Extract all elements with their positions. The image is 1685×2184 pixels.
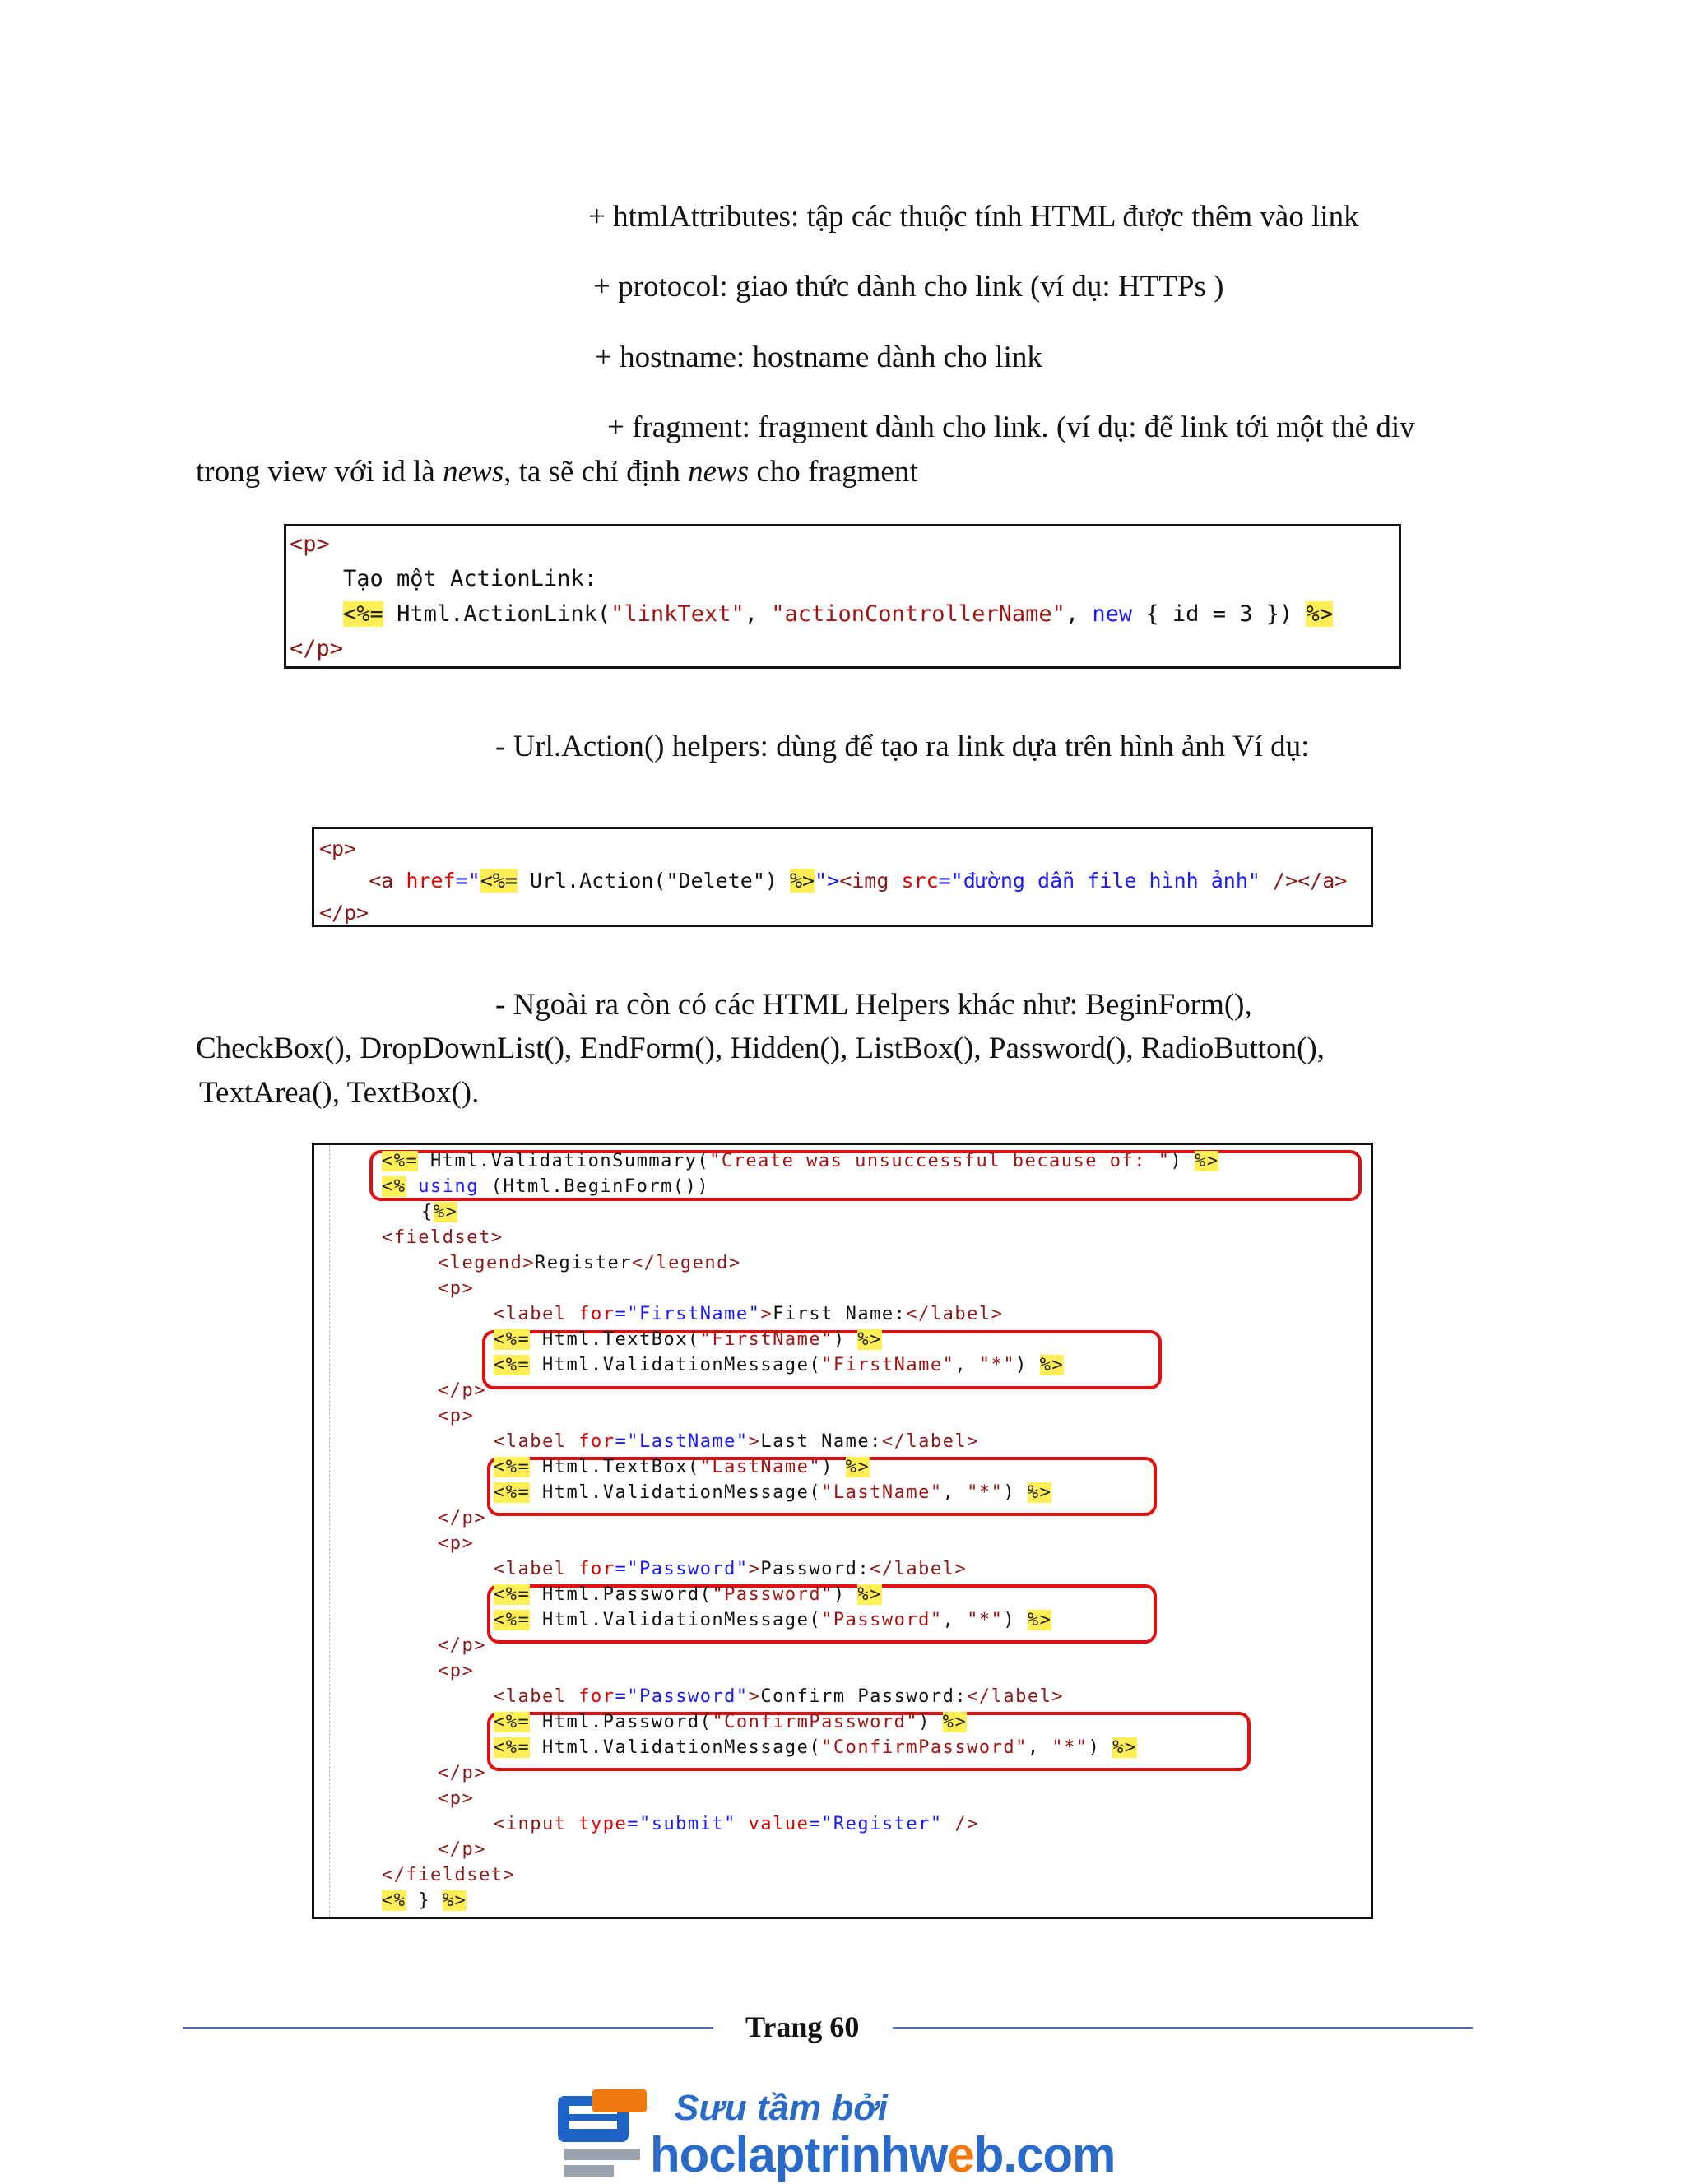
code-string: "LastName"	[699, 1457, 822, 1477]
code-attr: for	[578, 1304, 615, 1324]
asp-open-tag: <%=	[494, 1610, 531, 1630]
tag-p: <p>	[438, 1533, 475, 1554]
code-string: "*"	[967, 1610, 1004, 1630]
tag-p: <p>	[438, 1661, 475, 1681]
code-text: { id = 3 }	[1132, 601, 1279, 627]
code-attr: value	[736, 1814, 810, 1834]
code-string: ="đường dẫn file hình ảnh"	[938, 869, 1260, 893]
asp-open-tag: <%=	[343, 601, 383, 627]
code-line: <label for="LastName">Last Name:</label>	[494, 1431, 979, 1452]
code-line	[438, 1531, 474, 1556]
code-string: "FirstName"	[821, 1355, 955, 1375]
asp-open-tag: <%	[382, 1890, 406, 1911]
code-text: ,	[744, 601, 772, 627]
text-span: cho fragment	[749, 455, 918, 489]
code-string: "FirstName"	[699, 1329, 833, 1350]
code-line	[438, 1786, 474, 1811]
tag-label-close: </label>	[967, 1686, 1065, 1707]
tag-p: <p>	[290, 531, 330, 557]
code-text: Html.TextBox(	[530, 1457, 700, 1477]
code-line	[319, 865, 1347, 897]
code-line: <%= Html.Password("ConfirmPassword") %>	[494, 1712, 968, 1732]
bullet-htmlattributes: + htmlAttributes: tập các thuộc tính HTML được thêm vào link	[588, 200, 1359, 234]
code-line	[382, 1888, 467, 1913]
code-text: Html.Password(	[530, 1584, 713, 1605]
tag-p-close: </p>	[290, 636, 344, 661]
code-attr: for	[578, 1431, 615, 1452]
code-text: (Html.BeginForm())	[478, 1176, 710, 1197]
asp-open-tag: <%=	[494, 1712, 531, 1732]
tag-label: <label	[494, 1431, 579, 1452]
code-line: <label for="Password">Confirm Password:</label>	[494, 1686, 1065, 1707]
code-string: "ConfirmPassword"	[712, 1712, 919, 1732]
tag-p-close: </p>	[438, 1635, 486, 1656]
code-string: "Password"	[627, 1686, 749, 1707]
code-line	[290, 631, 343, 666]
code-line	[382, 1862, 515, 1888]
code-text: Html.TextBox(	[530, 1329, 700, 1350]
code-line	[438, 1837, 486, 1862]
code-attr: for	[578, 1686, 615, 1707]
tag-p: <p>	[438, 1406, 475, 1426]
code-line	[319, 832, 356, 865]
code-string: ="submit"	[627, 1814, 736, 1834]
code-text: =	[615, 1431, 628, 1452]
code-string: "*"	[967, 1482, 1004, 1503]
tag-p-close: </p>	[319, 901, 369, 925]
tag-label-close: </label>	[881, 1431, 979, 1452]
text-span: trong view với id là	[196, 455, 443, 489]
code-line: <%= Html.ValidationMessage("Password", "*") %>	[494, 1610, 1052, 1630]
code-string: "Password"	[821, 1610, 943, 1630]
tag-img: <img	[839, 869, 902, 893]
tag-label: <label	[494, 1559, 579, 1579]
code-line	[382, 1174, 709, 1199]
footer-rule-right	[893, 2027, 1473, 2029]
code-screenshot-urlaction	[312, 827, 1373, 927]
text-span: , ta sẽ chỉ định	[504, 455, 689, 489]
code-line: <label for="Password">Password:</label>	[494, 1559, 968, 1579]
asp-close-tag: %>	[433, 1202, 458, 1222]
code-line: <%= Html.Password("Password") %>	[494, 1584, 882, 1605]
asp-open-tag: <%=	[494, 1329, 531, 1350]
tag-input: <input	[494, 1814, 579, 1834]
other-helpers-line3: TextArea(), TextBox().	[199, 1076, 480, 1110]
code-attr: for	[578, 1559, 615, 1579]
code-screenshot-register-form	[312, 1143, 1373, 1919]
tag-close: /></a>	[1260, 869, 1348, 893]
asp-open-tag: <%=	[494, 1457, 531, 1477]
code-text: First Name:	[773, 1304, 907, 1324]
code-string: "linkText"	[610, 601, 745, 627]
site-logo	[551, 2089, 660, 2180]
asp-close-tag: %>	[1194, 1151, 1219, 1171]
asp-close-tag: %>	[857, 1329, 882, 1350]
tag-close: />	[942, 1814, 979, 1834]
tag-a: <a	[319, 869, 406, 893]
url-action-heading: - Url.Action() helpers: dùng để tạo ra link dựa trên hình ảnh Ví dụ:	[495, 730, 1310, 763]
code-string: "Create was unsuccessful because of: "	[709, 1151, 1171, 1171]
asp-open-tag: <%=	[382, 1151, 419, 1171]
code-screenshot-actionlink	[284, 524, 1401, 669]
code-line	[290, 526, 330, 562]
code-line: <%= Html.TextBox("FirstName") %>	[494, 1329, 882, 1350]
code-attr: href	[406, 869, 456, 893]
code-line	[382, 1148, 1218, 1174]
tag-fieldset-close: </fieldset>	[382, 1865, 516, 1885]
code-text: }	[406, 1890, 443, 1911]
code-line	[319, 897, 369, 927]
code-string: "FirstName"	[627, 1304, 761, 1324]
bullet-fragment: + fragment: fragment dành cho link. (ví dụ: để link tới một thẻ div	[607, 410, 1415, 444]
tag-p-close: </p>	[438, 1380, 486, 1401]
tag-legend-close: </legend>	[631, 1253, 741, 1273]
code-text: Html.ValidationMessage(	[530, 1610, 822, 1630]
code-line	[438, 1505, 486, 1531]
code-gutter	[329, 1145, 330, 1917]
code-line: <%= Html.ValidationMessage("ConfirmPassword", "*") %>	[494, 1737, 1137, 1758]
code-text: Html.ValidationMessage(	[530, 1482, 822, 1503]
code-text: Password:	[760, 1559, 870, 1579]
asp-open-tag: <%=	[494, 1482, 531, 1503]
asp-close-tag: %>	[789, 869, 815, 893]
code-string: "Password"	[712, 1584, 833, 1605]
other-helpers-line2: CheckBox(), DropDownList(), EndForm(), Hidden(), ListBox(), Password(), RadioButton(),	[196, 1032, 1325, 1065]
code-string: "Password"	[627, 1559, 749, 1579]
code-text: Tạo một ActionLink:	[290, 566, 597, 591]
tag-p: <p>	[438, 1278, 475, 1299]
tag-legend: <legend>	[438, 1253, 535, 1273]
logo-tagline: Sưu tầm bởi	[675, 2088, 888, 2128]
code-text: Html.Password(	[530, 1712, 713, 1732]
code-line	[438, 1633, 486, 1658]
asp-open-tag: <%=	[494, 1737, 531, 1758]
code-text: Html.ValidationMessage(	[530, 1355, 822, 1375]
code-text: Last Name:	[760, 1431, 882, 1452]
fragment-continuation	[196, 454, 918, 490]
code-text: ">	[815, 869, 840, 893]
code-line	[290, 561, 597, 596]
code-line	[382, 1225, 503, 1250]
code-text: )	[1170, 1151, 1195, 1171]
logo-wordmark-part: b.com	[973, 2127, 1116, 2182]
tag-label: <label	[494, 1304, 579, 1324]
code-text: Url.Action("Delete")	[517, 869, 790, 893]
asp-close-tag: %>	[1306, 601, 1333, 627]
code-string: "*"	[978, 1355, 1016, 1375]
asp-close-tag: %>	[942, 1712, 968, 1732]
code-text: Html.ActionLink(	[383, 601, 611, 627]
code-line: <%= Html.TextBox("LastName") %>	[494, 1457, 870, 1477]
code-attr: src	[901, 869, 939, 893]
code-line: <%= Html.ValidationMessage("FirstName", "*") %>	[494, 1355, 1065, 1375]
code-line	[438, 1250, 741, 1276]
code-text: Html.ValidationSummary(	[418, 1151, 710, 1171]
code-line	[438, 1276, 474, 1301]
asp-close-tag: %>	[857, 1584, 882, 1605]
tag-p-close: </p>	[438, 1763, 486, 1783]
bullet-hostname: + hostname: hostname dành cho link	[595, 341, 1042, 374]
logo-wordmark	[650, 2126, 1115, 2183]
tag-fieldset: <fieldset>	[382, 1227, 504, 1248]
tag-p-close: </p>	[438, 1508, 486, 1528]
code-text: =	[615, 1559, 628, 1579]
code-line	[438, 1760, 486, 1786]
asp-close-tag: %>	[1112, 1737, 1137, 1758]
code-attr: type	[578, 1814, 628, 1834]
tag-p: <p>	[438, 1788, 475, 1809]
tag-label-close: </label>	[870, 1559, 968, 1579]
logo-icon	[551, 2089, 660, 2180]
code-text: Register	[534, 1253, 632, 1273]
tag-p: <p>	[319, 837, 357, 860]
bullet-protocol: + protocol: giao thức dành cho link (ví dụ: HTTPs )	[593, 270, 1224, 304]
asp-open-tag: <%=	[494, 1584, 531, 1605]
code-text: Html.ValidationMessage(	[530, 1737, 822, 1758]
code-string: "*"	[1051, 1737, 1089, 1758]
asp-close-tag: %>	[1027, 1610, 1052, 1630]
code-string: "actionControllerName"	[771, 601, 1065, 627]
code-text: ="	[455, 869, 480, 893]
logo-wordmark-part: hoclaptrinhw	[650, 2127, 948, 2182]
other-helpers-line1: - Ngoài ra còn có các HTML Helpers khác như: BeginForm(),	[495, 988, 1252, 1022]
code-line	[494, 1811, 979, 1837]
code-string: "LastName"	[821, 1482, 943, 1503]
code-line: <%= Html.ValidationMessage("LastName", "*") %>	[494, 1482, 1052, 1503]
code-keyword: using	[406, 1176, 479, 1197]
asp-open-tag: <%=	[494, 1355, 531, 1375]
tag-label: <label	[494, 1686, 579, 1707]
code-line: <label for="FirstName">First Name:</label>	[494, 1304, 1004, 1324]
code-text: =	[615, 1686, 628, 1707]
asp-close-tag: %>	[1039, 1355, 1065, 1375]
code-string: "LastName"	[627, 1431, 749, 1452]
tag-p-close: </p>	[438, 1839, 486, 1860]
code-line	[421, 1199, 457, 1225]
italic-news: news	[688, 455, 750, 489]
code-text: Confirm Password:	[760, 1686, 968, 1707]
code-string: "ConfirmPassword"	[821, 1737, 1028, 1758]
code-string: ="Register"	[809, 1814, 943, 1834]
italic-news: news	[443, 455, 504, 489]
code-line	[438, 1658, 474, 1684]
code-line: <%= Html.ActionLink("linkText", "actionControllerName", new { id = 3 }) %>	[343, 601, 1333, 627]
asp-open-tag: <%	[382, 1176, 406, 1197]
asp-open-tag: <%=	[480, 869, 518, 893]
logo-wordmark-accent: e	[947, 2127, 974, 2182]
asp-close-tag: %>	[442, 1890, 467, 1911]
footer-rule-left	[183, 2027, 713, 2029]
asp-close-tag: %>	[1027, 1482, 1052, 1503]
code-text: {	[421, 1202, 434, 1222]
page-number: Trang 60	[745, 2010, 860, 2043]
code-keyword: new	[1092, 601, 1133, 627]
asp-close-tag: %>	[845, 1457, 870, 1477]
code-text: ,	[1065, 601, 1093, 627]
tag-label-close: </label>	[906, 1304, 1004, 1324]
code-line	[438, 1378, 486, 1403]
code-line	[438, 1403, 474, 1429]
code-text: =	[615, 1304, 628, 1324]
